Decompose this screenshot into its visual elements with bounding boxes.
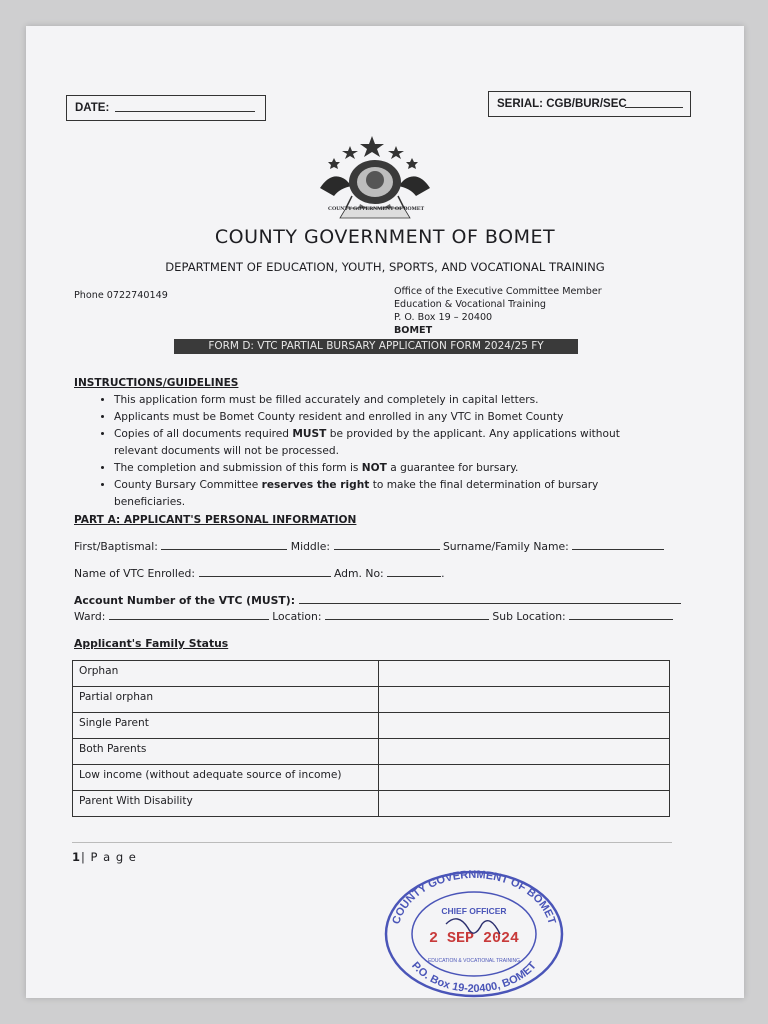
family-status-check-cell[interactable] <box>379 687 670 713</box>
instruction-item: • Copies of all documents required MUST be provided by the applicant. Any applications without relevant documents will not be processed. <box>114 426 644 460</box>
serial-field[interactable] <box>488 91 691 117</box>
address-line: P. O. Box 19 – 20400 <box>394 312 493 323</box>
sublocation-input[interactable] <box>569 609 673 620</box>
stamp-ring-bottom: P.O. Box 19-20400, BOMET <box>409 959 539 996</box>
adm-no-input[interactable] <box>387 566 441 577</box>
first-name-label: First/Baptismal: <box>74 540 158 553</box>
form-page <box>26 26 744 998</box>
family-status-option: Partial orphan <box>73 687 379 713</box>
stamp-date: 2 SEP 2024 <box>428 930 520 947</box>
serial-line <box>625 107 683 108</box>
family-status-check-cell[interactable] <box>379 661 670 687</box>
table-row <box>73 661 670 687</box>
form-title-band: FORM D: VTC PARTIAL BURSARY APPLICATION FORM 2024/25 FY <box>174 339 578 354</box>
official-stamp <box>378 854 570 998</box>
family-status-option: Parent With Disability <box>73 791 379 817</box>
account-number-label: Account Number of the VTC (MUST): <box>74 594 296 607</box>
family-status-option: Single Parent <box>73 713 379 739</box>
date-field[interactable] <box>66 95 266 121</box>
account-row <box>74 593 681 607</box>
account-number-input[interactable] <box>299 593 681 604</box>
first-name-input[interactable] <box>161 539 287 550</box>
family-status-option: Orphan <box>73 661 379 687</box>
family-status-check-cell[interactable] <box>379 791 670 817</box>
date-line <box>115 111 255 112</box>
vtc-name-input[interactable] <box>199 566 331 577</box>
phone-number: Phone 0722740149 <box>74 290 168 301</box>
ward-row <box>74 609 673 623</box>
surname-input[interactable] <box>572 539 664 550</box>
family-status-option: Both Parents <box>73 739 379 765</box>
date-label: DATE: <box>75 102 110 114</box>
stamp-ring-top: COUNTY GOVERNMENT OF BOMET <box>390 868 558 926</box>
table-row <box>73 713 670 739</box>
table-row <box>73 687 670 713</box>
vtc-name-label: Name of VTC Enrolled: <box>74 567 196 580</box>
middle-name-input[interactable] <box>334 539 440 550</box>
surname-label: Surname/Family Name: <box>442 540 569 553</box>
vtc-row <box>74 566 445 580</box>
address-line: BOMET <box>394 325 433 336</box>
table-row <box>73 765 670 791</box>
sublocation-label: Sub Location: <box>492 610 566 623</box>
family-status-check-cell[interactable] <box>379 739 670 765</box>
family-status-check-cell[interactable] <box>379 713 670 739</box>
instruction-item: • The completion and submission of this form is NOT a guarantee for bursary. <box>114 460 644 477</box>
location-label: Location: <box>272 610 322 623</box>
stamp-role: CHIEF OFFICER <box>441 906 507 916</box>
address-line: Education & Vocational Training <box>394 299 547 310</box>
crest-ribbon-text: COUNTY GOVERNMENT OF BOMET <box>328 206 425 212</box>
instruction-item: • Applicants must be Bomet County resident and enrolled in any VTC in Bomet County <box>114 409 644 426</box>
location-input[interactable] <box>325 609 489 620</box>
adm-no-label: Adm. No: <box>333 567 384 580</box>
instruction-item: • County Bursary Committee reserves the right to make the final determination of bursary beneficiaries. <box>114 477 644 511</box>
table-row <box>73 739 670 765</box>
table-row <box>73 791 670 817</box>
page-title: COUNTY GOVERNMENT OF BOMET <box>214 226 556 248</box>
stamp-department: EDUCATION & VOCATIONAL TRAINING <box>427 958 521 964</box>
family-status-table <box>72 660 670 817</box>
footer-divider <box>72 842 672 843</box>
instructions-list <box>96 392 644 511</box>
part-a-heading: PART A: APPLICANT'S PERSONAL INFORMATION <box>74 514 357 526</box>
ward-label: Ward: <box>74 610 106 623</box>
ward-input[interactable] <box>109 609 269 620</box>
name-row <box>74 539 664 553</box>
family-status-check-cell[interactable] <box>379 765 670 791</box>
instructions-heading: INSTRUCTIONS/GUIDELINES <box>74 377 239 389</box>
address-line: Office of the Executive Committee Member <box>394 286 602 297</box>
office-address <box>394 285 602 337</box>
instruction-item: • This application form must be filled accurately and completely in capital letters. <box>114 392 644 409</box>
serial-label: SERIAL: CGB/BUR/SEC <box>497 98 627 110</box>
adm-no-suffix: . <box>441 567 445 580</box>
family-status-option: Low income (without adequate source of income) <box>73 765 379 791</box>
family-status-heading: Applicant's Family Status <box>74 637 229 650</box>
middle-name-label: Middle: <box>290 540 331 553</box>
page-number: 1| P a g e <box>72 850 137 864</box>
department-heading: DEPARTMENT OF EDUCATION, YOUTH, SPORTS, AND VOCATIONAL TRAINING <box>165 260 605 274</box>
